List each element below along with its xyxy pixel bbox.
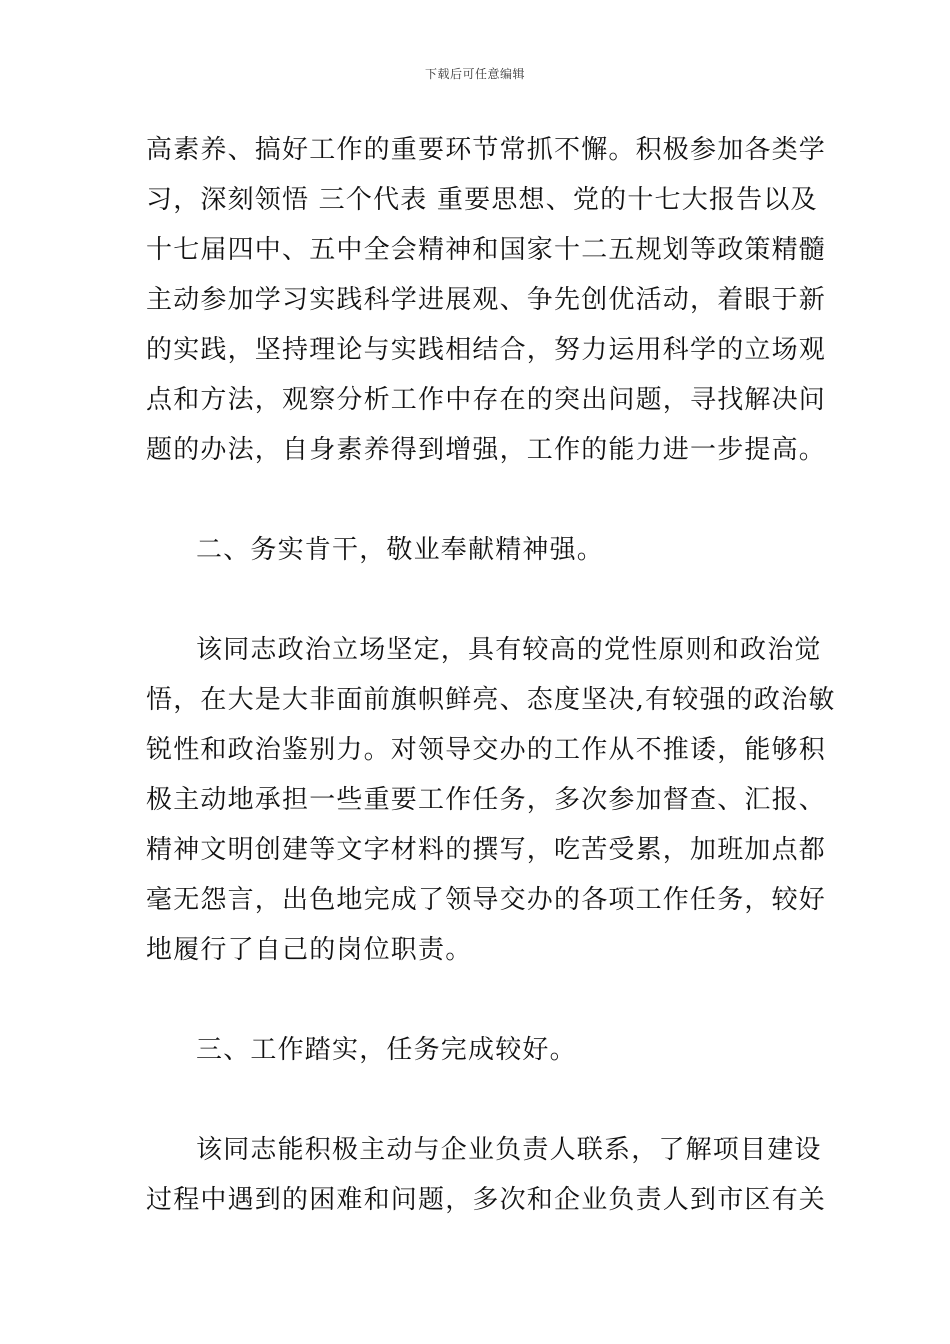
paragraph-line: 该同志能积极主动与企业负责人联系，了解项目建设	[196, 1135, 822, 1165]
paragraph-line: 极主动地承担一些重要工作任务，多次参加督查、汇报、	[146, 785, 827, 815]
paragraph-line: 的实践，坚持理论与实践相结合，努力运用科学的立场观	[146, 335, 827, 365]
paragraph-line: 毫无怨言，出色地完成了领导交办的各项工作任务，较好	[146, 885, 827, 915]
page-header: 下载后可任意编辑	[424, 67, 525, 81]
paragraph-line: 过程中遇到的困难和问题，多次和企业负责人到市区有关	[146, 1185, 827, 1215]
section-heading: 三、工作踏实，任务完成较好。	[196, 1035, 577, 1065]
paragraph-line: 该同志政治立场坚定，具有较高的党性原则和政治觉	[196, 635, 822, 665]
paragraph-line: 悟，在大是大非面前旗帜鲜亮、态度坚决,有较强的政治敏	[146, 685, 836, 715]
paragraph-line: 锐性和政治鉴别力。对领导交办的工作从不推诿，能够积	[146, 735, 827, 765]
paragraph-line: 十七届四中、五中全会精神和国家十二五规划等政策精髓	[146, 235, 827, 265]
paragraph-line: 高素养、搞好工作的重要环节常抓不懈。积极参加各类学	[146, 135, 827, 165]
paragraph-line: 习，深刻领悟 三个代表 重要思想、党的十七大报告以及	[146, 185, 818, 215]
section-heading: 二、务实肯干，敬业奉献精神强。	[196, 535, 605, 565]
paragraph-line: 题的办法，自身素养得到增强，工作的能力进一步提高。	[146, 435, 827, 465]
paragraph-line: 精神文明创建等文字材料的撰写，吃苦受累，加班加点都	[146, 835, 827, 865]
paragraph-line: 主动参加学习实践科学进展观、争先创优活动，着眼于新	[146, 285, 827, 315]
paragraph-line: 点和方法，观察分析工作中存在的突出问题，寻找解决问	[146, 385, 827, 415]
paragraph-line: 地履行了自己的岗位职责。	[146, 935, 473, 965]
